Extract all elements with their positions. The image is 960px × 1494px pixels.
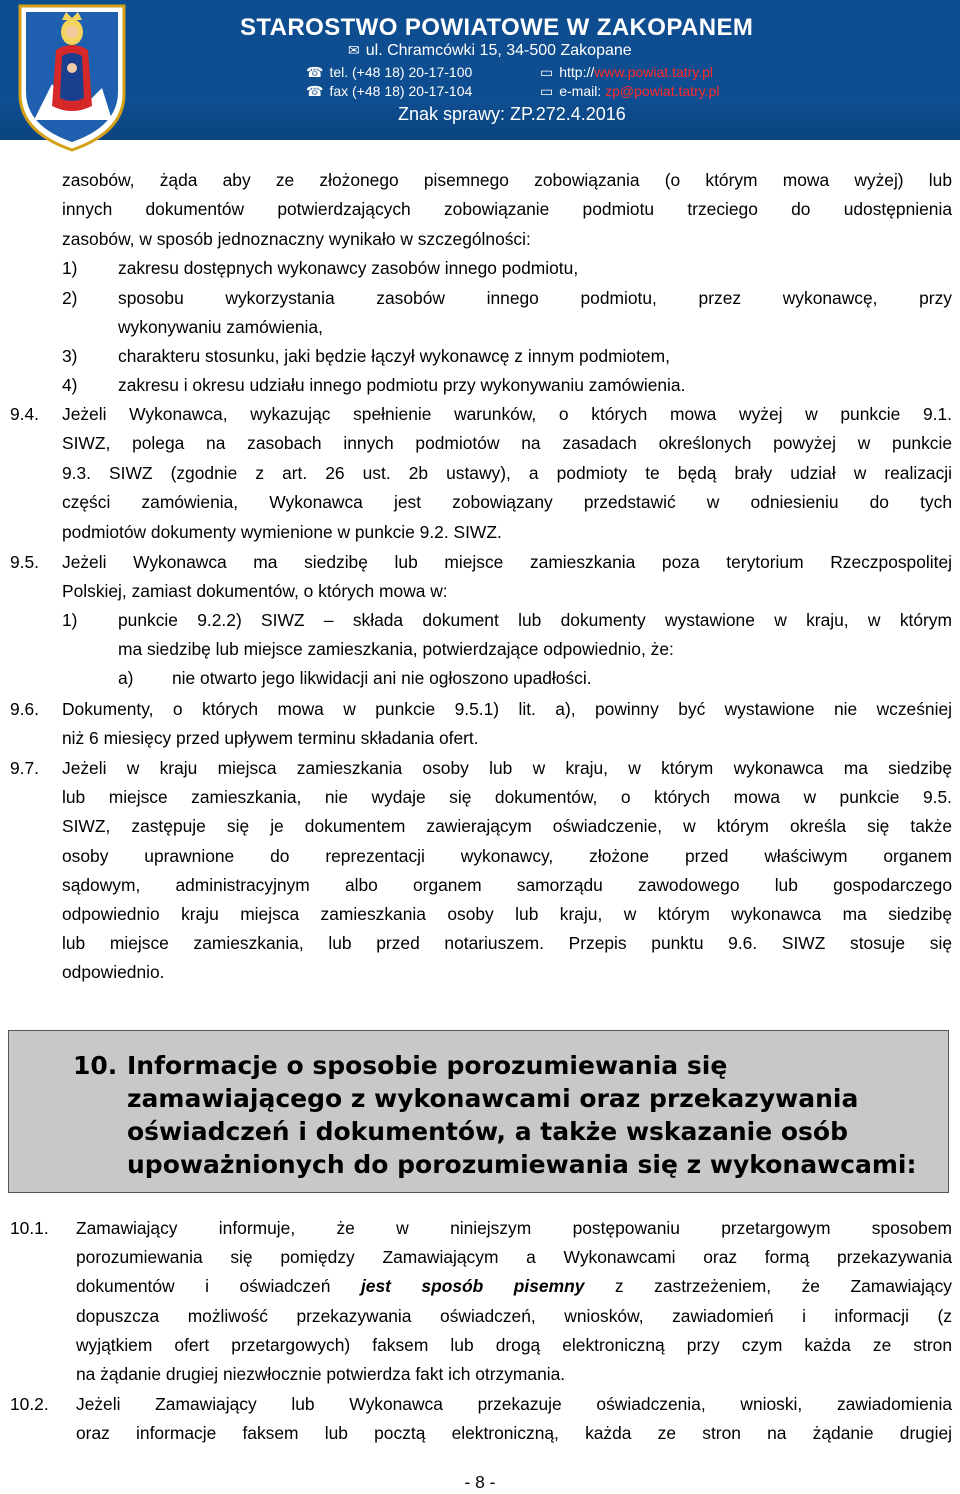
text-line: lub miejsce zamieszkania, lub przed notariuszem. Przepis punktu 9.6. SIWZ stosuje się [62, 933, 952, 953]
text-line-mixed [76, 1275, 952, 1297]
list-item-text: zakresu i okresu udziału innego podmiotu przy wykonywaniu zamówienia. [118, 375, 686, 395]
text-line: odpowiednio kraju miejsca zamieszkania osoby lub kraju, w którym wykonawca ma siedzibę [62, 904, 952, 924]
text-line: sądowym, administracyjnym albo organem samorządu zawodowego lub gospodarczego [62, 875, 952, 895]
text-line: 9.3. SIWZ (zgodnie z art. 26 ust. 2b ustawy), a podmioty te będą brały udział w realizacji [62, 463, 952, 483]
text-line: porozumiewania się pomiędzy Zamawiającym a Wykonawcami oraz formą przekazywania [76, 1247, 952, 1267]
email-link[interactable]: zp@powiat.tatry.pl [605, 83, 720, 99]
list-item-text: zakresu dostępnych wykonawcy zasobów innego podmiotu, [118, 258, 579, 278]
text-line: Jeżeli w kraju miejsca zamieszkania osoby lub w kraju, w którym wykonawca ma siedzibę [62, 758, 952, 778]
section-number: 10. [73, 1051, 118, 1080]
text-line: Dokumenty, o których mowa w punkcie 9.5.1) lit. a), powinny być wystawione nie wcześniej [62, 699, 952, 719]
list-marker: 1) [62, 258, 78, 278]
text-line: Polskiej, zamiast dokumentów, o których mowa w: [62, 581, 448, 601]
www-link[interactable]: www.powiat.tatry.pl [594, 64, 714, 80]
list-item-text: nie otwarto jego likwidacji ani nie ogłoszono upadłości. [172, 668, 592, 688]
clause-number: 9.4. [10, 404, 40, 424]
text-line: podmiotów dokumenty wymienione w punkcie 9.2. SIWZ. [62, 522, 502, 542]
clause-number: 9.7. [10, 758, 40, 778]
list-marker: a) [118, 668, 134, 688]
email-label: e-mail: [559, 83, 606, 99]
list-item-text: wykonywaniu zamówienia, [118, 317, 323, 337]
address-text: ul. Chramcówki 15, 34-500 Zakopane [365, 42, 632, 59]
list-marker: 1) [62, 610, 78, 630]
text-line: Jeżeli Wykonawca, wykazując spełnienie warunków, o których mowa wyżej w punkcie 9.1. [62, 404, 952, 424]
list-item-text: ma siedzibę lub miejsce zamieszkania, potwierdzające odpowiednio, że: [118, 639, 674, 659]
text-line: zasobów, w sposób jednoznaczny wynikało w szczególności: [62, 229, 531, 249]
tel-line [306, 64, 472, 81]
tel-text: tel. (+48 18) 20-17-100 [329, 64, 473, 80]
text-run: z zastrzeżeniem, że Zamawiający [584, 1276, 952, 1296]
text-line: innych dokumentów potwierdzających zobowiązanie podmiotu trzeciego do udostępnienia [62, 199, 952, 219]
phone-icon: ☎ [306, 83, 324, 99]
text-line: niż 6 miesięcy przed upływem terminu składania ofert. [62, 728, 479, 748]
list-item-text: sposobu wykorzystania zasobów innego podmiotu, przez wykonawcę, przy [118, 288, 952, 308]
coat-of-arms-logo [12, 2, 132, 152]
computer-icon: ▭ [540, 64, 554, 80]
fax-text: fax (+48 18) 20-17-104 [329, 83, 473, 99]
text-line: zasobów, żąda aby ze złożonego pisemnego zobowiązania (o którym mowa wyżej) lub [62, 170, 952, 190]
text-line: wyjątkiem ofert przetargowych) faksem lub drogą elektroniczną przy czym każda ze stron [76, 1335, 952, 1355]
text-line: Jeżeli Wykonawca ma siedzibę lub miejsce zamieszkania poza terytorium Rzeczpospolitej [62, 552, 952, 572]
section-title-line: Informacje o sposobie porozumiewania się [127, 1051, 728, 1080]
clause-number: 9.5. [10, 552, 40, 572]
office-name: STAROSTWO POWIATOWE W ZAKOPANEM [240, 14, 754, 41]
text-run: dokumentów i oświadczeń [76, 1276, 361, 1296]
emphasis-text: jest sposób pisemny [360, 1276, 585, 1296]
text-line: odpowiednio. [62, 962, 165, 982]
clause-number: 10.1. [10, 1218, 49, 1238]
text-line: na żądanie drugiej niezwłocznie potwierdza fakt ich otrzymania. [76, 1364, 566, 1384]
section-title-line: upoważnionych do porozumiewania się z wykonawcami: [127, 1150, 917, 1179]
address-line [348, 42, 632, 60]
www-line [540, 64, 713, 81]
reference-number: Znak sprawy: ZP.272.4.2016 [398, 104, 626, 124]
clause-number: 10.2. [10, 1394, 49, 1414]
letterhead [0, 0, 960, 140]
list-marker: 3) [62, 346, 78, 366]
list-marker: 4) [62, 375, 78, 395]
text-line: Zamawiający informuje, że w niniejszym postępowaniu przetargowym sposobem [76, 1218, 952, 1238]
text-line: Jeżeli Zamawiający lub Wykonawca przekazuje oświadczenia, wnioski, zawiadomienia [76, 1394, 952, 1414]
text-line: SIWZ, zastępuje się je dokumentem zawierającym oświadczenie, w którym określa się także [62, 816, 952, 836]
text-line: osoby uprawnione do reprezentacji wykonawcy, złożone przed właściwym organem [62, 846, 952, 866]
list-marker: 2) [62, 288, 78, 308]
section-title-line: zamawiającego z wykonawcami oraz przekazywania [127, 1084, 859, 1113]
page-number: - 8 - [464, 1472, 496, 1492]
text-line: oraz informacje faksem lub pocztą elektroniczną, każda ze stron na żądanie drugiej [76, 1423, 952, 1443]
text-line: SIWZ, polega na zasobach innych podmiotów na zasadach określonych powyżej w punkcie [62, 433, 952, 453]
envelope-icon: ✉ [348, 42, 360, 58]
list-item-text: charakteru stosunku, jaki będzie łączył wykonawcę z innym podmiotem, [118, 346, 670, 366]
fax-line [306, 83, 472, 100]
text-line: części zamówienia, Wykonawca jest zobowiązany przedstawić w odniesieniu do tych [62, 492, 952, 512]
list-item-text: punkcie 9.2.2) SIWZ – składa dokument lub dokumenty wystawione w kraju, w którym [118, 610, 952, 630]
clause-number: 9.6. [10, 699, 40, 719]
section-heading-box [8, 1030, 949, 1193]
www-label: http:// [559, 64, 595, 80]
text-line: lub miejsce zamieszkania, nie wydaje się dokumentów, o których mowa w punkcie 9.5. [62, 787, 952, 807]
computer-icon: ▭ [540, 83, 554, 99]
phone-icon: ☎ [306, 64, 324, 80]
text-line: dopuszcza możliwość przekazywania oświadczeń, wniosków, zawiadomień i informacji (z [76, 1306, 952, 1326]
email-line [540, 83, 719, 100]
section-title-line: oświadczeń i dokumentów, a także wskazanie osób [127, 1117, 848, 1146]
